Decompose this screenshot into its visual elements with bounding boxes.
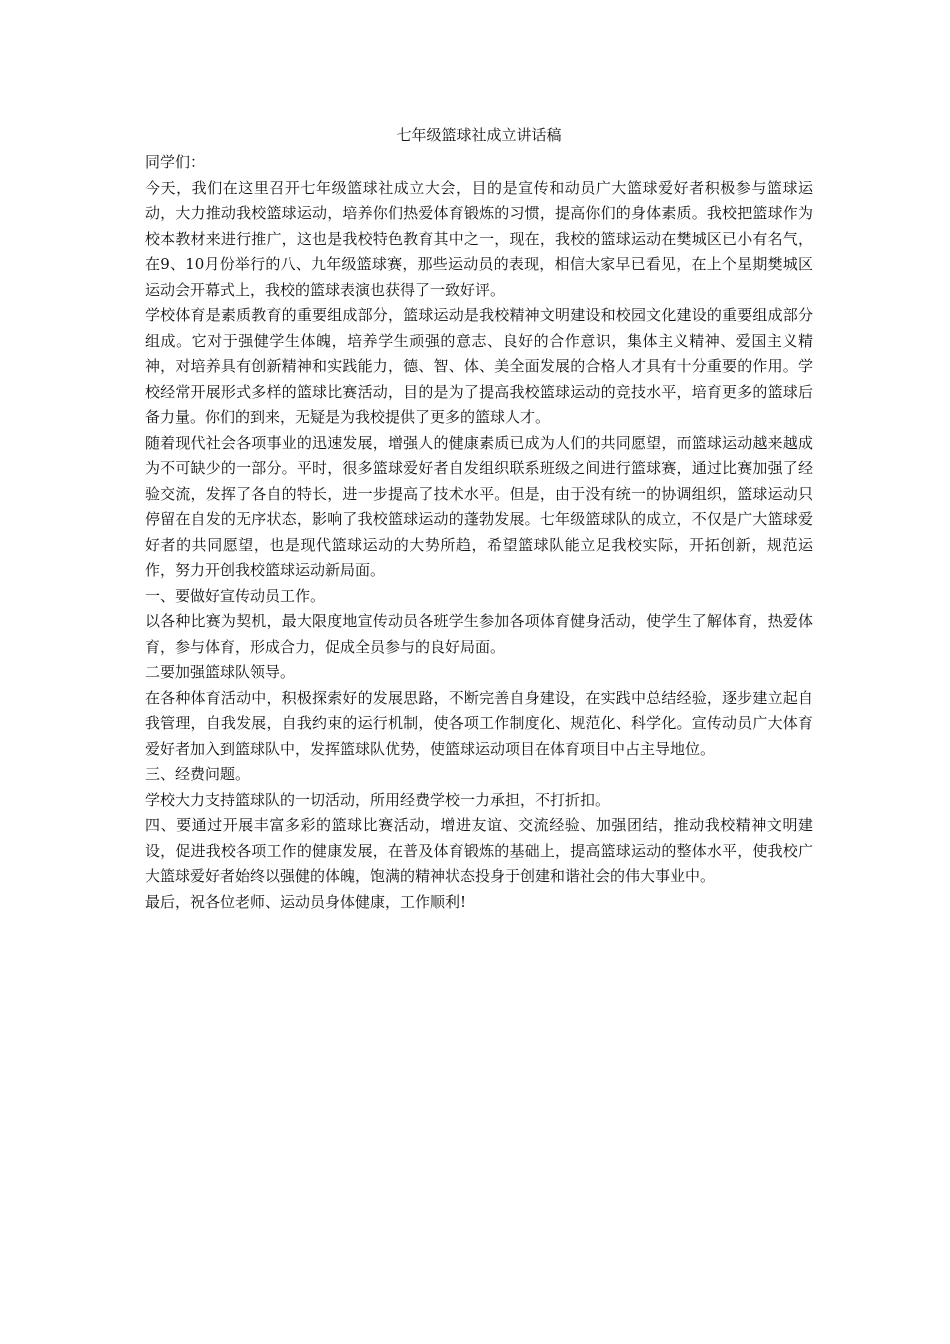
paragraph-section-1: 以各种比赛为契机，最大限度地宣传动员各班学生参加各项体育健身活动，使学生了解体育，热爱体育，参与体育，形成合力，促成全员参与的良好局面。 (145, 612, 813, 656)
paragraph-section-3: 学校大力支持篮球队的一切活动，所用经费学校一力承担，不打折扣。 (145, 790, 611, 809)
section-heading-1: 一、要做好宣传动员工作。 (145, 586, 326, 605)
salutation: 同学们： (145, 153, 206, 171)
paragraph-intro: 今天，我们在这里召开七年级篮球社成立大会，目的是宣传和动员广大篮球爱好者积极参与篮球运动，大力推动我校篮球运动，培养你们热爱体育锻炼的习惯，提高你们的身体素质。我校把篮球作为校本教材来进行推广，这也是我校特色教育其中之一，现在，我校的篮球运动在樊城区已小有名气，在9、10月份举行的八、九年级篮球赛，那些运动员的表现，相信大家早已看见，在上个星期樊城区运动会开幕式上，我校的篮球表演也获得了一致好评。 (145, 178, 813, 299)
paragraph-section-4: 四、要通过开展丰富多彩的篮球比赛活动，增进友谊、交流经验、加强团结，推动我校精神文明建设，促进我校各项工作的健康发展，在普及体育锻炼的基础上，提高篮球运动的整体水平，使我校广大篮球爱好者始终以强健的体魄，饱满的精神状态投身于创建和谐社会的伟大事业中。 (145, 816, 813, 885)
paragraph-section-2: 在各种体育活动中，积极探索好的发展思路，不断完善自身建设，在实践中总结经验，逐步建立起自我管理，自我发展，自我约束的运行机制，使各项工作制度化、规范化、科学化。宣传动员广大体育爱好者加入到篮球队中，发挥篮球队优势，使篮球运动项目在体育项目中占主导地位。 (145, 688, 813, 758)
document-title: 七年级篮球社成立讲话稿 (396, 126, 562, 144)
section-heading-3: 三、经费问题。 (145, 765, 251, 783)
paragraph-development: 随着现代社会各项事业的迅速发展，增强人的健康素质已成为人们的共同愿望，而篮球运动越来越成为不可缺少的一部分。平时，很多篮球爱好者自发组织联系班级之间进行篮球赛，通过比赛加强了经验交流，发挥了各自的特长，进一步提高了技术水平。但是，由于没有统一的协调组织，篮球运动只停留在自发的无序状态，影响了我校篮球运动的蓬勃发展。七年级篮球队的成立，不仅是广大篮球爱好者的共同愿望，也是现代篮球运动的大势所趋，希望篮球队能立足我校实际，开拓创新，规范运作，努力开创我校篮球运动新局面。 (145, 433, 813, 579)
closing-remark: 最后，祝各位老师、运动员身体健康，工作顺利! (145, 892, 467, 911)
document-body (145, 122, 813, 915)
section-heading-2: 二要加强篮球队领导。 (145, 663, 296, 681)
paragraph-importance: 学校体育是素质教育的重要组成部分，篮球运动是我校精神文明建设和校园文化建设的重要组成部分组成。它对于强健学生体魄，培养学生顽强的意志、良好的合作意识，集体主义精神、爱国主义精神，对培养具有创新精神和实践能力，德、智、体、美全面发展的合格人才具有十分重要的作用。学校经常开展形式多样的篮球比赛活动，目的是为了提高我校篮球运动的竞技水平，培育更多的篮球后备力量。你们的到来，无疑是为我校提供了更多的篮球人才。 (145, 306, 813, 426)
